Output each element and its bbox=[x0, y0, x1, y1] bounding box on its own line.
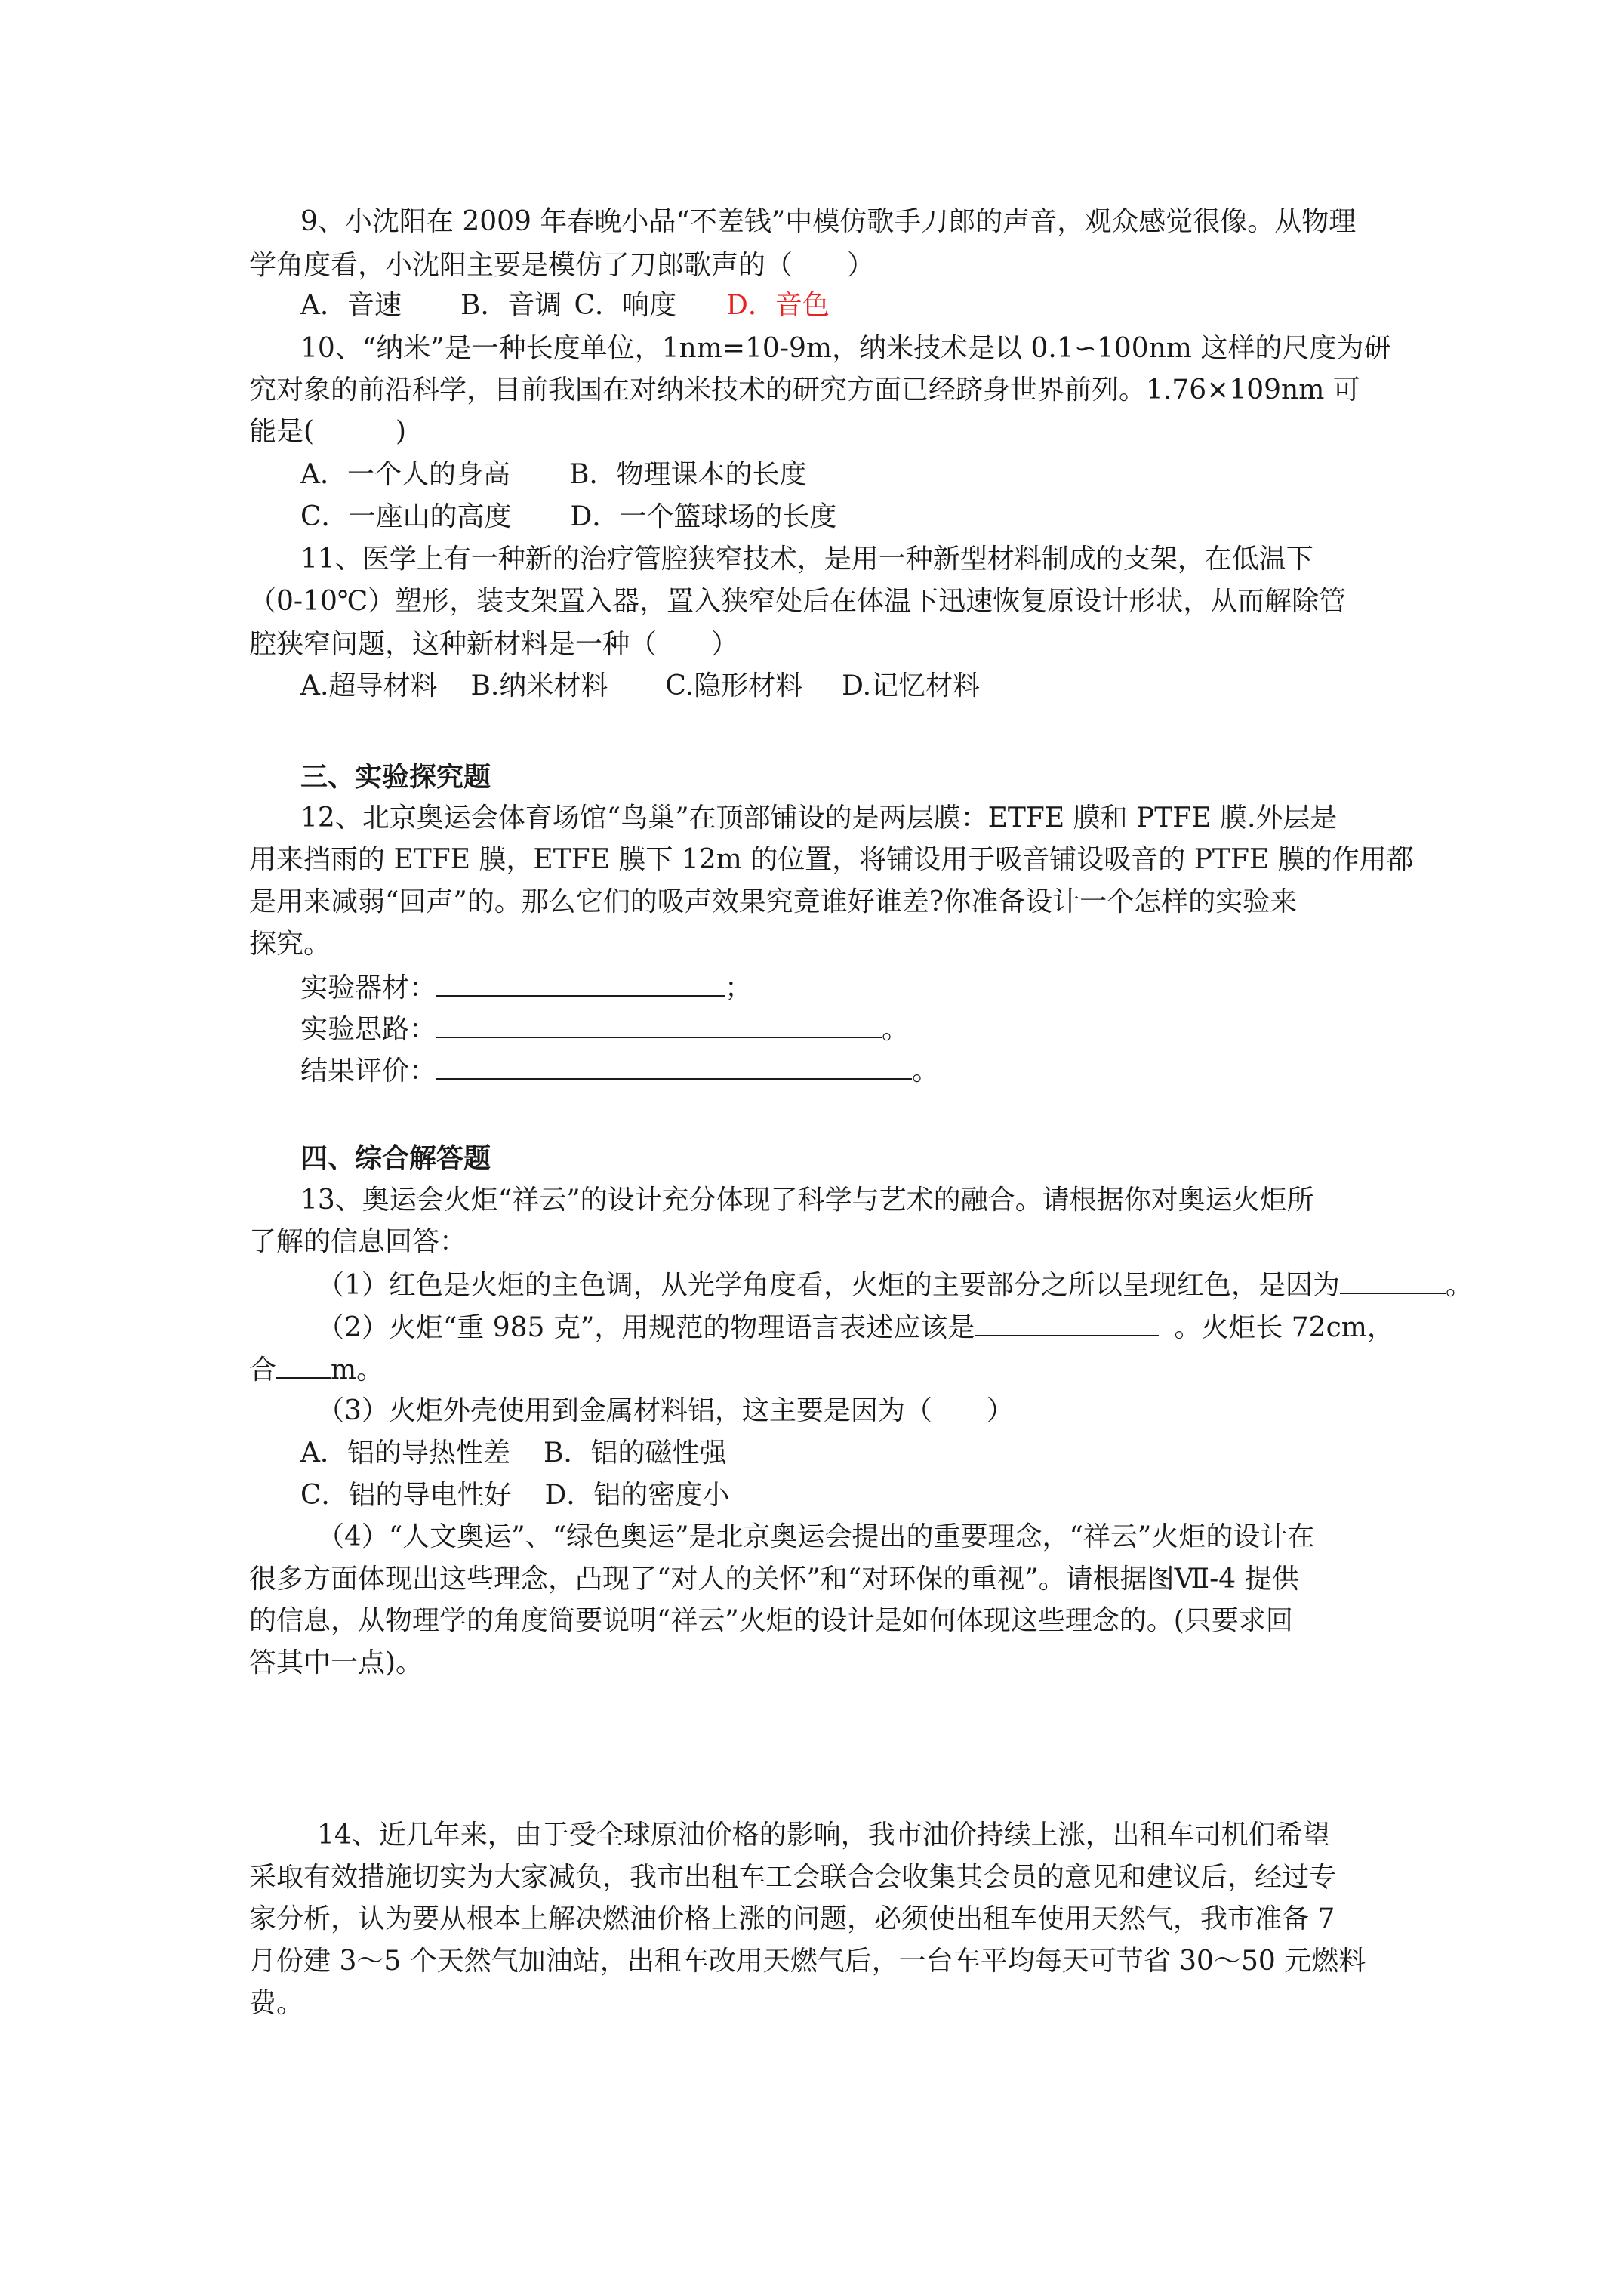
q13-sub-4-line-4: 答其中一点)。 bbox=[249, 1647, 423, 1678]
q14-line-2: 采取有效措施切实为大家减负，我市出租车工会联合会收集其会员的意见和建议后，经过专 bbox=[249, 1862, 1337, 1893]
q9-options bbox=[300, 284, 830, 328]
idea-answer-blank[interactable] bbox=[436, 1006, 882, 1038]
q14-line-4: 月份建 3～5 个天然气加油站，出租车改用天燃气后，一台车平均每天可节省 30～50 元燃料 bbox=[249, 1946, 1366, 1977]
q11-line-3: 腔狭窄问题，这种新材料是一种（ ） bbox=[249, 629, 739, 660]
q13-sub-1-end: 。 bbox=[1445, 1270, 1473, 1301]
q13-sub-2 bbox=[317, 1305, 1394, 1350]
field-experiment-equipment bbox=[300, 965, 752, 1010]
q13-sub-2-text: （2）火炬“重 985 克”，用规范的物理语言表述应该是 bbox=[317, 1312, 975, 1343]
section-3-heading: 三、实验探究题 bbox=[300, 761, 491, 793]
q11-option-c: C.隐形材料 bbox=[665, 670, 803, 701]
q13-sub-3: （3）火炬外壳使用到金属材料铝，这主要是因为（ ） bbox=[317, 1395, 1014, 1426]
q10-line-1: 10、“纳米”是一种长度单位，1nm=10-9m，纳米技术是以 0.1∽100nm 这样的尺度为研 bbox=[300, 333, 1391, 364]
field-result-evaluation bbox=[300, 1048, 939, 1093]
equipment-answer-blank[interactable] bbox=[436, 965, 725, 997]
q13-sub-2-unit: m。 bbox=[331, 1354, 384, 1385]
field-evaluation-end: 。 bbox=[912, 1056, 940, 1086]
field-idea-label: 实验思路： bbox=[300, 1014, 437, 1045]
q13-sub-4-line-1: （4）“人文奥运”、“绿色奥运”是北京奥运会提出的重要理念，“祥云”火炬的设计在 bbox=[317, 1521, 1315, 1552]
q11-option-a: A.超导材料 bbox=[300, 670, 438, 701]
q13-sub-2-blank[interactable] bbox=[975, 1305, 1159, 1336]
q11-option-d: D.记忆材料 bbox=[842, 670, 981, 701]
q11-line-2: （0-10℃）塑形，装支架置入器，置入狭窄处后在体温下迅速恢复原设计形状，从而解除管 bbox=[249, 586, 1347, 617]
q9-option-b: B．音调 bbox=[460, 290, 562, 321]
q11-options bbox=[300, 664, 980, 708]
q12-line-1: 12、北京奥运会体育场馆“鸟巢”在顶部铺设的是两层膜：ETFE 膜和 PTFE 膜.外层是 bbox=[300, 803, 1338, 834]
q13-line-2: 了解的信息回答： bbox=[249, 1226, 467, 1257]
q13-sub-3-options-row-1 bbox=[300, 1432, 726, 1475]
q10-line-3: 能是( ) bbox=[249, 416, 407, 447]
q13-sub-4-line-3: 的信息，从物理学的角度简要说明“祥云”火炬的设计是如何体现这些理念的。(只要求回 bbox=[249, 1605, 1293, 1636]
q14-line-5: 费。 bbox=[249, 1988, 304, 2019]
q13-sub-1-blank[interactable] bbox=[1340, 1262, 1446, 1294]
q11-option-b: B.纳米材料 bbox=[470, 670, 608, 701]
field-equipment-label: 实验器材： bbox=[300, 972, 437, 1003]
q14-line-1: 14、近几年来，由于受全球原油价格的影响，我市油价持续上涨，出租车司机们希望 bbox=[317, 1820, 1330, 1851]
field-equipment-end: ； bbox=[725, 972, 753, 1003]
q13-sub-2-cont-text: 合 bbox=[249, 1354, 277, 1385]
q10-option-d: D．一个篮球场的长度 bbox=[570, 501, 837, 532]
q10-line-2: 究对象的前沿科学，目前我国在对纳米技术的研究方面已经跻身世界前列。1.76×109nm 可 bbox=[249, 374, 1360, 405]
evaluation-answer-blank[interactable] bbox=[436, 1048, 912, 1080]
q9-line-1: 9、小沈阳在 2009 年春晚小品“不差钱”中模仿歌手刀郎的声音，观众感觉很像。从物理 bbox=[300, 206, 1357, 237]
q13-line-1: 13、奥运会火炬“祥云”的设计充分体现了科学与艺术的融合。请根据你对奥运火炬所 bbox=[300, 1185, 1314, 1216]
field-experiment-idea bbox=[300, 1006, 909, 1052]
q10-option-a: A．一个人的身高 bbox=[300, 459, 510, 490]
field-idea-end: 。 bbox=[882, 1014, 910, 1045]
q13-sub-3-option-c: C．铝的导电性好 bbox=[300, 1480, 512, 1511]
q14-line-3: 家分析，认为要从根本上解决燃油价格上涨的问题，必须使出租车使用天然气，我市准备 7 bbox=[249, 1903, 1335, 1934]
q13-sub-3-option-d: D．铝的密度小 bbox=[544, 1480, 730, 1511]
q13-sub-3-option-a: A．铝的导热性差 bbox=[300, 1438, 510, 1469]
q13-sub-1 bbox=[317, 1262, 1473, 1308]
q9-option-c: C．响度 bbox=[574, 290, 677, 321]
q9-option-a: A．音速 bbox=[300, 290, 402, 321]
q13-sub-2-meter-blank[interactable] bbox=[276, 1347, 331, 1379]
q10-options-row-2 bbox=[300, 495, 836, 539]
q12-line-2: 用来挡雨的 ETFE 膜，ETFE 膜下 12m 的位置，将铺设用于吸音铺设吸音的 PTFE 膜的作用都 bbox=[249, 844, 1414, 875]
q10-options-row-1 bbox=[300, 453, 806, 497]
q13-sub-1-text: （1）红色是火炬的主色调，从光学角度看，火炬的主要部分之所以呈现红色，是因为 bbox=[317, 1270, 1340, 1301]
q9-line-2: 学角度看，小沈阳主要是模仿了刀郎歌声的（ ） bbox=[249, 250, 875, 281]
q9-option-d-answer: D．音色 bbox=[726, 290, 830, 321]
q13-sub-3-option-b: B．铝的磁性强 bbox=[544, 1438, 727, 1469]
q10-option-c: C．一座山的高度 bbox=[300, 501, 512, 532]
q12-line-3: 是用来减弱“回声”的。那么它们的吸声效果究竟谁好谁差?你准备设计一个怎样的实验来 bbox=[249, 886, 1298, 917]
field-evaluation-label: 结果评价： bbox=[300, 1056, 437, 1086]
q13-sub-2-tail: 。火炬长 72cm， bbox=[1174, 1312, 1394, 1343]
q10-option-b: B．物理课本的长度 bbox=[569, 459, 807, 490]
q13-sub-2-cont bbox=[249, 1347, 383, 1392]
q13-sub-4-line-2: 很多方面体现出这些理念，凸现了“对人的关怀”和“对环保的重视”。请根据图Ⅶ-4 提供 bbox=[249, 1564, 1299, 1595]
q12-line-4: 探究。 bbox=[249, 929, 331, 960]
q11-line-1: 11、医学上有一种新的治疗管腔狭窄技术，是用一种新型材料制成的支架，在低温下 bbox=[300, 544, 1313, 575]
section-4-heading: 四、综合解答题 bbox=[300, 1142, 491, 1174]
q13-sub-3-options-row-2 bbox=[300, 1474, 729, 1518]
